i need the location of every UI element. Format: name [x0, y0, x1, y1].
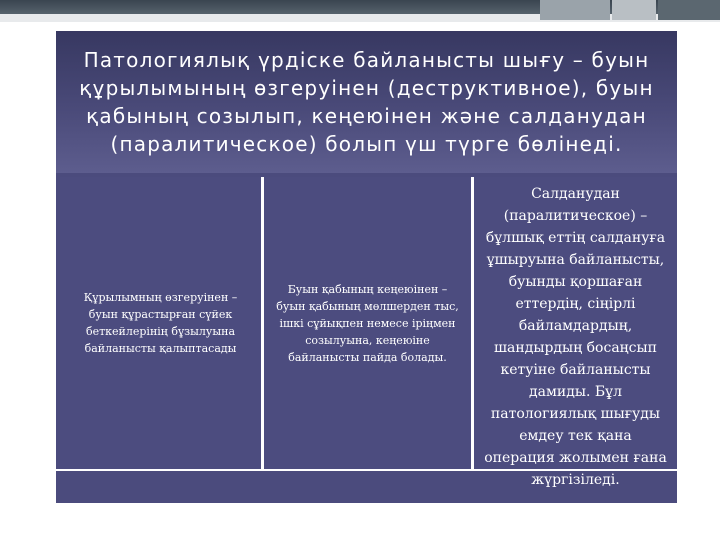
table-cell-capsule [264, 177, 471, 469]
table-cell-paralytic [474, 177, 677, 488]
table-cell-structural [60, 177, 261, 469]
header-segment [612, 0, 656, 20]
content-table [56, 173, 677, 503]
cell-text: Буын қабының кеңеюінен – буын қабының мөлшерден тыс, ішкі сұйықпен немесе іріңмен созылуына, кеңеюіне байланысты пайда болады. [276, 282, 459, 364]
header-segment [658, 0, 720, 20]
header-segment [540, 0, 610, 20]
slide-title: Патологиялық үрдіске байланысты шығу – буын құрылымының өзгеруінен (деструктивное), буын қабының созылып, кеңеюінен және салданудан (паралитическое) болып үш түрге бөлінеді. [79, 48, 654, 156]
cell-text: Құрылымның өзгеруінен – буын құрастырған сүйек беткейлерінің бұзылуына байланысты қалыптасады [83, 291, 238, 355]
row-divider [56, 469, 677, 471]
title-panel [56, 31, 677, 173]
cell-text: Салданудан (паралитическое) – бұлшық еттің салдануға ұшыруына байланысты, буынды қоршаған еттердің, сіңірлі байламдардың, шандырдың босаңсып кетуіне байланысты дамиды. Бұл патологиялық шығуды емдеу тек қана операция жолымен ғана жүргізіледі. [484, 186, 667, 488]
